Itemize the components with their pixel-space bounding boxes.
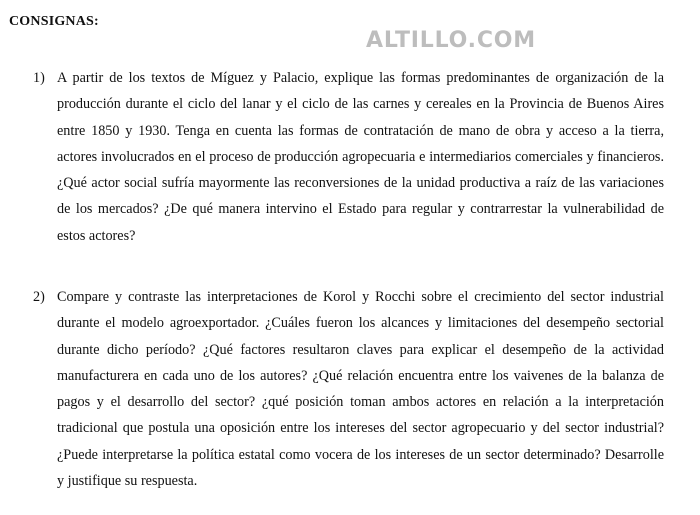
watermark-logo: ALTILLO.COM: [366, 28, 536, 53]
question-number: 2): [33, 289, 45, 305]
question-text: Compare y contraste las interpretaciones de Korol y Rocchi sobre el crecimiento del sector industrial durante el modelo agroexportador. ¿Cuáles fueron los alcances y limitaciones del desempeño sectorial durante dicho período? ¿Qué factores resultaron claves para explicar el desempeño de la actividad manufacturera en cada uno de los autores? ¿Qué relación encuentra entre los vaivenes de la balanza de pagos y el desarrollo del sector? ¿qué posición toman ambos actores en relación a la interpretación tradicional que postula una oposición entre los intereses del sector agropecuario y del sector industrial? ¿Puede interpretarse la política estatal como vocera de los intereses de un sector determinado? Desarrolle y justifique su respuesta.: [57, 289, 664, 490]
question-number: 1): [33, 70, 45, 86]
question-item: [33, 65, 664, 249]
question-text: A partir de los textos de Míguez y Palacio, explique las formas predominantes de organización de la producción durante el ciclo del lanar y el ciclo de las carnes y cereales en la Provincia de Buenos Aires entre 1850 y 1930. Tenga en cuenta las formas de contratación de mano de obra y acceso a la tierra, actores involucrados en el proceso de producción agropecuaria e intermediarios comerciales y financieros. ¿Qué actor social sufría mayormente las reconversiones de la unidad productiva a raíz de las variaciones de los mercados? ¿De qué manera intervino el Estado para regular y contrarrestar la vulnerabilidad de estos actores?: [57, 70, 664, 244]
question-item: [33, 284, 664, 494]
section-heading: CONSIGNAS:: [9, 14, 99, 29]
